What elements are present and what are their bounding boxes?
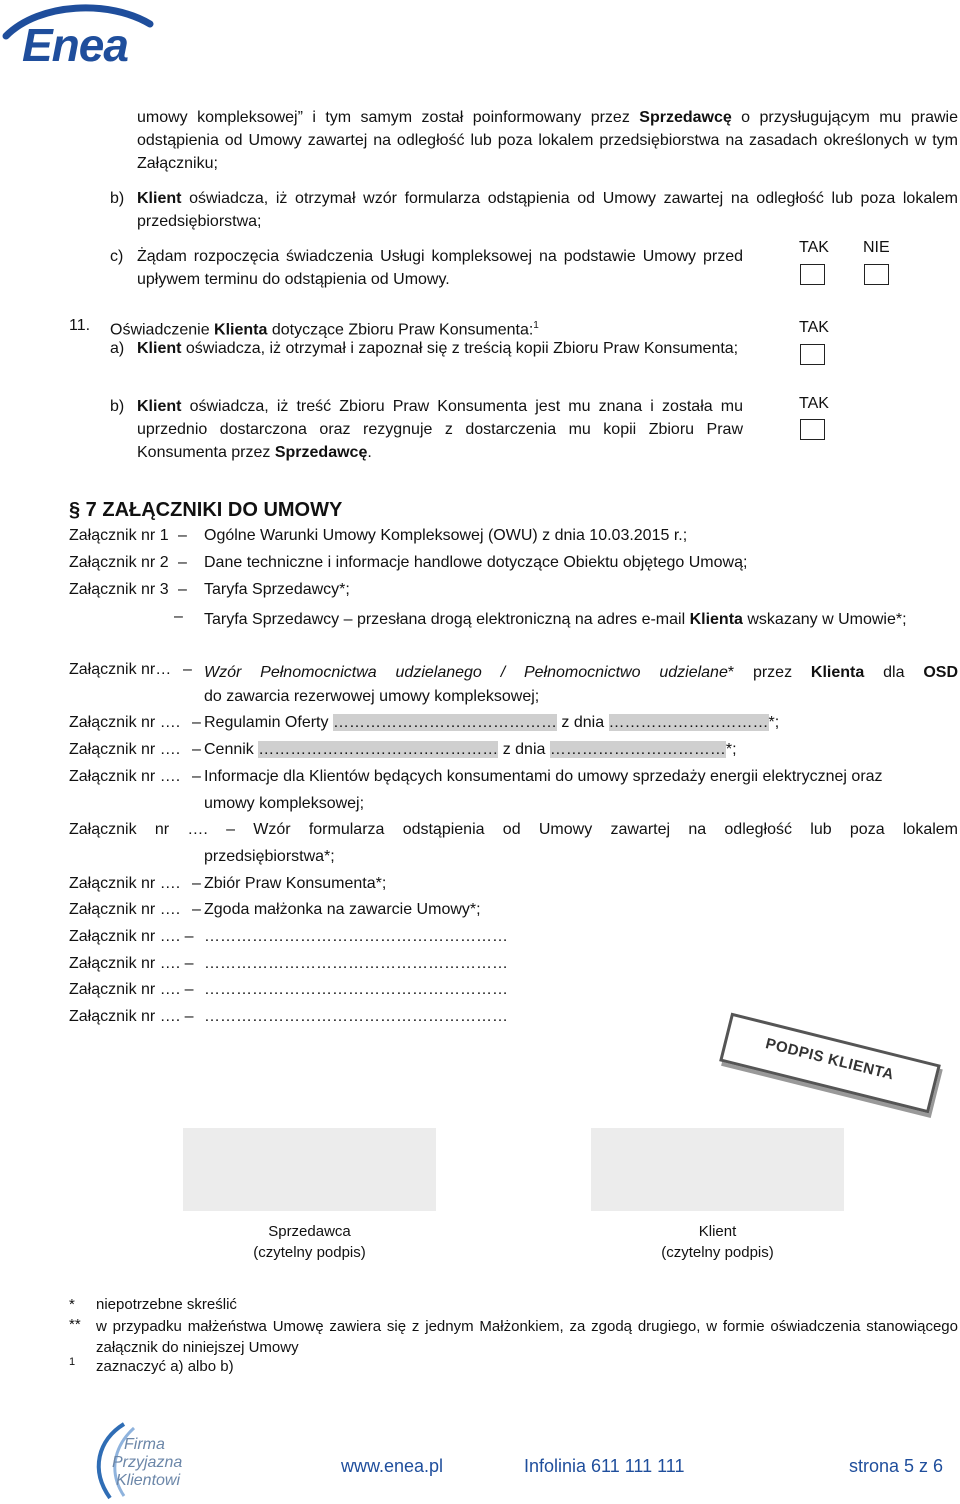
footer-infolinia: Infolinia 611 111 111	[524, 1456, 685, 1476]
section-11-a-marker: a)	[110, 340, 125, 357]
logo-text: Enea	[22, 19, 128, 71]
footnote-1-mark: *	[69, 1296, 75, 1313]
section-11-a-client: Klient	[137, 340, 182, 357]
section-11-b-yes-label: TAK	[799, 395, 829, 412]
att3b-dash: –	[174, 608, 183, 625]
att7-text: Informacje dla Klientów będących konsumentami do umowy sprzedaży energii elektrycznej oraz	[204, 768, 883, 785]
badge-line-3: Klientowi	[116, 1472, 181, 1489]
att3-dash: –	[178, 581, 187, 598]
att2-dash: –	[178, 554, 187, 571]
att1-label: Załącznik nr 1	[69, 527, 169, 544]
att-blank-1-label: Załącznik nr …. –	[69, 928, 194, 945]
section-11-b-marker: b)	[110, 398, 125, 415]
att6-mid: z dnia	[498, 741, 550, 758]
att-blank-3-field[interactable]: …………………………………………………	[204, 981, 508, 998]
att7-dash: –	[192, 768, 201, 785]
section-11-b-end: .	[367, 444, 372, 461]
att4-mid: * przez	[727, 664, 811, 681]
item-c-yes-label: TAK	[799, 239, 829, 256]
section-11-b-text	[137, 395, 743, 464]
att3b-post: wskazany w Umowie*;	[742, 611, 907, 628]
att6-dash: –	[192, 741, 201, 758]
seller-label	[183, 1221, 436, 1263]
section-11-b-seller: Sprzedawcę	[274, 444, 368, 461]
badge-line-1: Firma	[124, 1436, 165, 1453]
att8-line2: przedsiębiorstwa*;	[204, 848, 335, 865]
footnote-1-text: niepotrzebne skreślić	[96, 1296, 237, 1313]
item-c-no-label: NIE	[863, 239, 890, 256]
att4-label: Załącznik nr…	[69, 661, 172, 678]
intro-text-2: o przysługującym mu prawie odstąpienia od Umowy zawartej na odległość lub poza lokalem przedsiębiorstwa na zasadach określonych w tym Załączniku;	[137, 109, 958, 172]
att9-label: Załącznik nr ….	[69, 875, 181, 892]
att6-line	[204, 741, 737, 759]
att6-text: Cennik	[204, 741, 254, 758]
att3-label: Załącznik nr 3	[69, 581, 169, 598]
att3b-pre: Taryfa Sprzedawcy – przesłana drogą elektroniczną na adres e-mail	[204, 611, 690, 628]
item-c-text: Żądam rozpoczęcia świadczenia Usługi kompleksowej na podstawie Umowy przed upływem terminu do odstąpienia od Umowy.	[137, 248, 743, 288]
enea-logo	[0, 0, 175, 70]
att-blank-2-label: Załącznik nr …. –	[69, 955, 194, 972]
att6-date-field[interactable]: ……………………………	[549, 741, 726, 758]
item-c-yes-checkbox[interactable]	[800, 264, 825, 285]
att7-line2: umowy kompleksowej;	[204, 795, 365, 812]
seller-caption: Sprzedawca	[268, 1223, 351, 1240]
section-11-title-post: dotyczące Zbioru Praw Konsumenta:	[267, 321, 534, 339]
item-c-marker: c)	[110, 248, 124, 265]
client-signature-stamp	[719, 1013, 941, 1114]
att4-client: Klienta	[810, 664, 865, 681]
att4-osd: OSD	[923, 664, 958, 681]
section-11-a-yes-label: TAK	[799, 319, 829, 336]
att2-text: Dane techniczne i informacje handlowe dotyczące Obiektu objętego Umową;	[204, 554, 748, 571]
footnote-2-text: w przypadku małżeństwa Umowę zawiera się z jednym Małżonkiem, za zgodą drugiego, w formie oświadczenia stanowiącego załącznik do niniejszej Umowy	[96, 1318, 958, 1356]
att9-text: Zbiór Praw Konsumenta*;	[204, 875, 387, 892]
att5-fill-field[interactable]: ……………………………………	[332, 714, 557, 731]
att6-fill-field[interactable]: ………………………………………	[258, 741, 499, 758]
att4-italic: Wzór Pełnomocnictwa udzielanego / Pełnomocnictwo udzielane	[204, 664, 728, 681]
section-11-b-body: oświadcza, iż treść Zbioru Praw Konsumenta jest mu znana i została mu uprzednio dostarczona oraz rezygnuje z dostarczenia mu kopii Zbioru Praw Konsumenta przez	[137, 398, 743, 461]
att1-text: Ogólne Warunki Umowy Kompleksowej (OWU) z dnia 10.03.2015 r.;	[204, 527, 688, 544]
footer-website[interactable]: www.enea.pl	[341, 1456, 444, 1476]
att5-end: *;	[768, 714, 780, 731]
att3b-client: Klienta	[689, 611, 743, 628]
section-11-title-pre: Oświadczenie	[110, 321, 215, 339]
att8-text: Załącznik nr …. – Wzór formularza odstąpienia od Umowy zawartej na odległość lub poza lokalem	[69, 821, 958, 838]
att-blank-1-field[interactable]: …………………………………………………	[204, 928, 508, 945]
att-blank-3-label: Załącznik nr …. –	[69, 981, 194, 998]
item-b-marker: b)	[110, 190, 125, 207]
att10-dash: –	[192, 901, 201, 918]
footnote-ref: 1	[533, 320, 539, 331]
intro-seller: Sprzedawcę	[639, 109, 732, 126]
att5-mid: z dnia	[556, 714, 609, 731]
att3-text: Taryfa Sprzedawcy*;	[204, 581, 350, 598]
att4-dash: –	[183, 661, 192, 678]
att6-label: Załącznik nr ….	[69, 741, 181, 758]
footnote-3-mark: 1	[69, 1356, 76, 1368]
footnote-2-mark: **	[69, 1316, 81, 1333]
client-signature-area[interactable]	[591, 1128, 844, 1211]
client-label	[591, 1221, 844, 1263]
item-b-body: oświadcza, iż otrzymał wzór formularza odstąpienia od Umowy zawartej na odległość lub poza lokalem przedsiębiorstwa;	[137, 190, 958, 230]
section-11-title-client: Klienta	[214, 321, 268, 339]
att4-dla: dla	[864, 664, 924, 681]
section-7-title: § 7 ZAŁĄCZNIKI DO UMOWY	[69, 499, 343, 521]
section-11-number: 11.	[69, 317, 91, 334]
section-11-a-text	[137, 337, 743, 360]
att2-label: Załącznik nr 2	[69, 554, 169, 571]
client-note: (czytelny podpis)	[661, 1244, 774, 1261]
intro-text-1: umowy kompleksowej” i tym samym został poinformowany przez	[137, 109, 640, 126]
item-b-client: Klient	[137, 190, 182, 207]
section-11-a-body: oświadcza, iż otrzymał i zapoznał się z treścią kopii Zbioru Praw Konsumenta;	[181, 340, 739, 357]
seller-note: (czytelny podpis)	[253, 1244, 366, 1261]
att5-label: Załącznik nr ….	[69, 714, 181, 731]
att1-dash: –	[178, 527, 187, 544]
att10-label: Załącznik nr ….	[69, 901, 181, 918]
att5-dash: –	[192, 714, 201, 731]
firma-przyjazna-klientowi-badge	[84, 1420, 194, 1500]
att5-line	[204, 714, 779, 732]
att4-line1	[204, 659, 958, 686]
att9-dash: –	[192, 875, 201, 892]
seller-signature-area[interactable]	[183, 1128, 436, 1211]
item-b-text	[137, 187, 958, 233]
client-caption: Klient	[698, 1223, 737, 1240]
att-blank-2-field[interactable]: …………………………………………………	[204, 955, 508, 972]
section-11-a-checkbox[interactable]	[800, 344, 825, 365]
att-blank-4-field[interactable]: …………………………………………………	[204, 1008, 508, 1025]
att6-end: *;	[725, 741, 737, 758]
att4-line2: do zawarcia rezerwowej umowy kompleksowej;	[204, 688, 540, 705]
section-11-b-checkbox[interactable]	[800, 419, 825, 440]
att3b-text	[204, 606, 958, 633]
badge-line-2: Przyjazna	[112, 1454, 183, 1471]
att7-label: Załącznik nr ….	[69, 768, 181, 785]
footnote-3-text: zaznaczyć a) albo b)	[96, 1358, 234, 1375]
att-blank-4-label: Załącznik nr …. –	[69, 1008, 194, 1025]
stamp-text: PODPIS KLIENTA	[763, 1035, 896, 1084]
section-11-b-client: Klient	[137, 398, 182, 415]
att10-text: Zgoda małżonka na zawarcie Umowy*;	[204, 901, 481, 918]
att5-date-field[interactable]: …………………………	[608, 714, 769, 731]
item-c-no-checkbox[interactable]	[864, 264, 889, 285]
intro-paragraph	[137, 106, 958, 175]
footer-page-number: strona 5 z 6	[849, 1456, 944, 1476]
att5-text: Regulamin Oferty	[204, 714, 329, 731]
